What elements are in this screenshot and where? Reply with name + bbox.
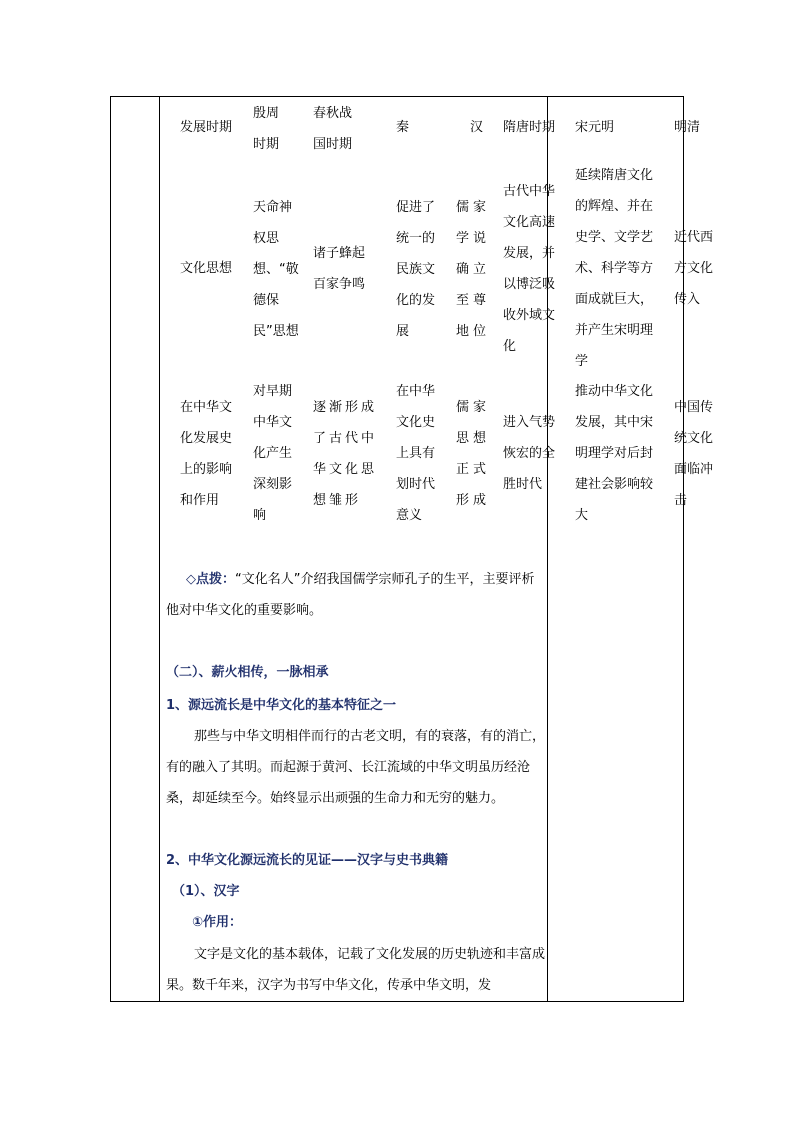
- section-title: （二）、薪火相传，一脉相承: [166, 665, 329, 680]
- period-cell: 隋唐时期: [503, 120, 556, 135]
- influence-cell: 推动中华文化发展，其中宋明理学对后封建社会影响较大: [575, 384, 654, 523]
- tip-label: ◇点拨：: [186, 572, 235, 587]
- thought-cell: 促进了统一的民族文化的发展: [396, 200, 436, 339]
- heading-4: ①作用：: [192, 915, 243, 930]
- column-divider-left: [159, 96, 160, 1002]
- period-cell: 汉: [470, 120, 484, 135]
- thought-cell: 近代西方文化传入: [674, 230, 714, 307]
- tip-text: “文化名人”介绍我国儒学宗师孔子的生平，主要评析他对中华文化的重要影响。: [166, 572, 535, 618]
- period-cell: 殷周时期: [253, 106, 280, 152]
- thought-cell: 诸子蜂起百家争鸣: [313, 246, 366, 292]
- heading-1: 1、源远流长是中华文化的基本特征之一: [166, 698, 397, 713]
- tip-paragraph: [166, 564, 546, 626]
- row-header-thought: 文化思想: [180, 261, 233, 276]
- influence-cell: 中国传统文化面临冲击: [674, 400, 714, 508]
- paragraph-1: 那些与中华文明相伴而行的古老文明，有的衰落，有的消亡，有的融入了其明。而起源于黄河、长江流域的中华文明虽历经沧桑，却延续至今。始终显示出顽强的生命力和无穷的魅力。: [166, 729, 546, 806]
- thought-cell: 延续隋唐文化的辉煌、并在史学、文学艺术、科学等方面成就巨大，并产生宋明理学: [575, 168, 654, 369]
- period-cell: 秦: [396, 120, 410, 135]
- influence-cell: 在中华文化史上具有划时代意义: [396, 384, 436, 523]
- period-cell: 宋元明: [575, 120, 615, 135]
- thought-cell: 天命神权思想、“敬德保民”思想: [253, 200, 299, 339]
- heading-3: （1）、汉字: [172, 884, 240, 899]
- thought-cell: 古代中华文化高速发展，并以博泛吸收外域文化: [503, 184, 556, 354]
- heading-2: 2、中华文化源远流长的见证——汉字与史书典籍: [166, 853, 449, 868]
- thought-cell: 儒家学说确立至尊地位: [456, 200, 491, 339]
- period-cell: 春秋战国时期: [313, 106, 353, 152]
- row-header-influence: 在中华文化发展史上的影响和作用: [180, 400, 233, 508]
- row-header-period: 发展时期: [180, 120, 233, 135]
- influence-cell: 进入气势恢宏的全胜时代: [503, 415, 556, 492]
- influence-cell: 对早期中华文化产生深刻影响: [253, 384, 293, 523]
- paragraph-2: 文字是文化的基本载体，记载了文化发展的历史轨迹和丰富成果。数千年来，汉字为书写中华文化，传承中华文明，发: [166, 947, 546, 993]
- period-cell: 明清: [674, 120, 701, 135]
- influence-cell: 逐渐形成了古代中华文化思想雏形: [313, 400, 378, 508]
- influence-cell: 儒家思想正式形成: [456, 400, 491, 508]
